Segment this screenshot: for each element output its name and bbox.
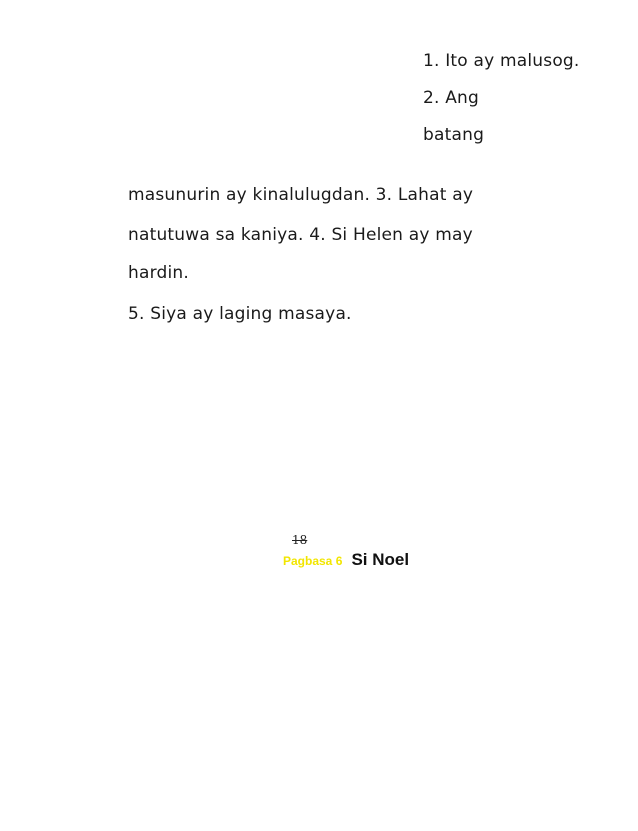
footer-tag: Pagbasa 6 (283, 554, 343, 568)
paragraph-line-2: natutuwa sa kaniya. 4. Si Helen ay may (128, 225, 473, 245)
page-number: 18 (292, 533, 308, 547)
paragraph-line-4: 5. Siya ay laging masaya. (128, 304, 352, 324)
right-line-2: 2. Ang (423, 88, 480, 108)
paragraph-line-3: hardin. (128, 263, 189, 283)
footer (283, 550, 409, 570)
paragraph-line-1: masunurin ay kinalulugdan. 3. Lahat ay (128, 185, 474, 205)
footer-title: Si Noel (351, 550, 410, 569)
right-line-1: 1. Ito ay malusog. (423, 51, 580, 71)
right-line-3: batang (423, 125, 485, 145)
